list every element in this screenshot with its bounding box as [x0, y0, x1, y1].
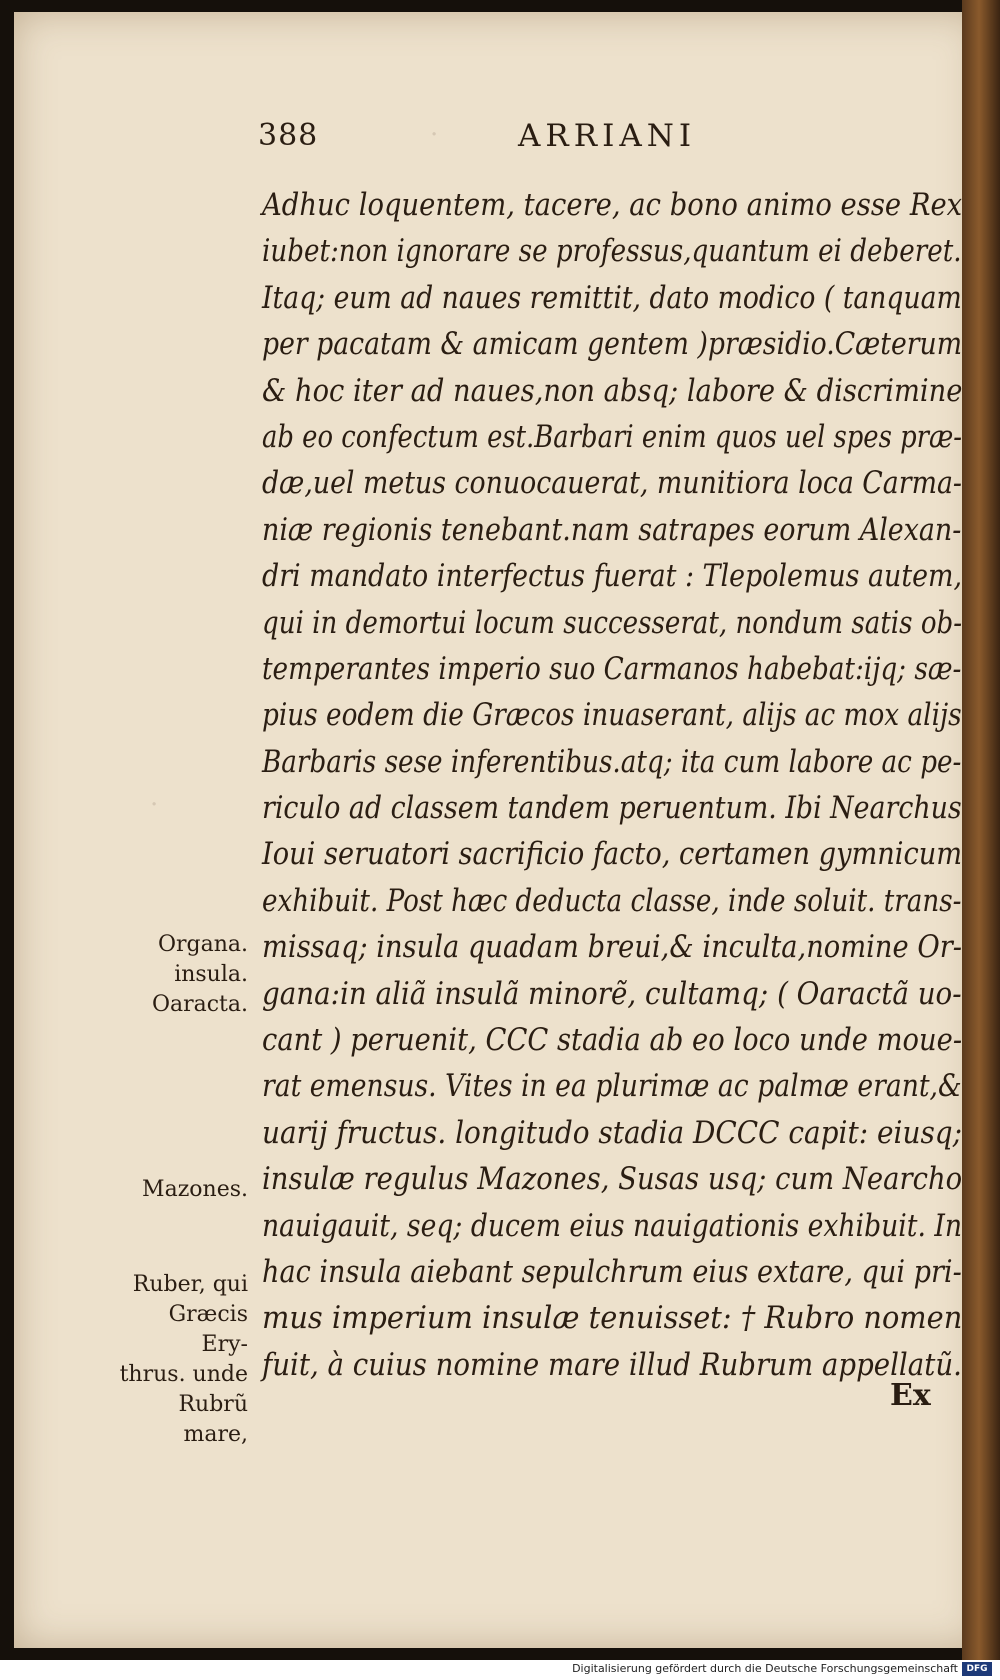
marginal-line: Græcis Ery- — [168, 1302, 248, 1357]
text-line: Barbaris sese inferentibus.atq; ita cum labore ac pe- — [262, 743, 962, 780]
text-line: ab eo confectum est.Barbari enim quos uel spes præ- — [262, 418, 963, 455]
running-head: ARRIANI — [518, 118, 697, 154]
marginal-line: Rubrũ mare, — [178, 1392, 248, 1447]
funding-credit: Digitalisierung gefördert durch die Deutsche Forschungsgemeinschaft — [572, 1662, 958, 1675]
text-line: qui in demortui locum successerat, nondum satis ob- — [262, 604, 963, 641]
footer-bar — [0, 1660, 1000, 1680]
page-number: 388 — [258, 118, 319, 153]
book-edge — [962, 0, 1000, 1660]
text-line: missaq; insula quadam breui,& inculta,nomine Or- — [262, 929, 962, 966]
text-line: fuit, à cuius nomine mare illud Rubrum appellatũ. — [262, 1346, 962, 1383]
marginal-note-mazones — [118, 1175, 248, 1205]
text-line: per pacatam & amicam gentem )præsidio.Cæterum — [262, 326, 963, 363]
marginal-line: Organa. — [157, 932, 248, 957]
text-line: temperantes imperio suo Carmanos habebat:ijq; sæ- — [262, 650, 962, 687]
show-through-mark: · — [430, 120, 439, 150]
text-line: rat emensus. Vites in ea plurimæ ac palmæ erant,& — [262, 1068, 962, 1105]
page-header — [258, 118, 958, 158]
text-line: cant ) peruenit, CCC stadia ab eo loco unde moue- — [262, 1022, 963, 1059]
text-line: Adhuc loquentem, tacere, ac bono animo esse Rex — [262, 187, 963, 223]
body-text — [262, 182, 962, 1388]
marginal-line: insula. — [174, 962, 248, 987]
marginal-line: Ruber, qui — [132, 1272, 248, 1297]
text-line: pius eodem die Græcos inuaserant, alijs ac mox alijs — [262, 697, 962, 734]
marginal-line: Mazones. — [142, 1177, 248, 1202]
text-line: gana:in aliã insulã minorẽ, cultamq; ( Oaractã uo- — [262, 975, 962, 1012]
marginal-note-ruber — [118, 1270, 248, 1450]
text-line: riculo ad classem tandem peruentum. Ibi Nearchus — [262, 790, 962, 827]
text-line: mus imperium insulæ tenuisset: † Rubro nomen — [262, 1300, 963, 1337]
dfg-logo: DFG — [962, 1662, 992, 1676]
text-line: iubet:non ignorare se professus,quantum ei deberet. — [262, 233, 962, 270]
text-line: dæ,uel metus conuocauerat, munitiora loca Carma- — [262, 465, 962, 502]
show-through-mark: · — [150, 790, 159, 820]
text-line: Ioui seruatori sacrificio facto, certamen gymnicum — [262, 836, 963, 873]
catchword: Ex — [890, 1378, 931, 1413]
text-line: uarij fructus. longitudo stadia DCCC capit: eiusq; — [262, 1114, 963, 1151]
text-line: Itaq; eum ad naues remittit, dato modico ( tanquam — [262, 279, 962, 316]
text-line: insulæ regulus Mazones, Susas usq; cum Nearcho — [262, 1161, 963, 1198]
marginal-line: thrus. unde — [119, 1362, 248, 1387]
text-line: hac insula aiebant sepulchrum eius extare, qui pri- — [262, 1253, 962, 1290]
marginal-note-organa — [118, 930, 248, 1020]
marginal-line: Oaracta. — [151, 992, 248, 1017]
text-line: exhibuit. Post hæc deducta classe, inde soluit. trans- — [262, 882, 962, 919]
text-line: niæ regionis tenebant.nam satrapes eorum Alexan- — [262, 511, 962, 548]
text-line: nauigauit, seq; ducem eius nauigationis exhibuit. In — [262, 1207, 963, 1244]
text-line: dri mandato interfectus fuerat : Tlepolemus autem, — [262, 558, 963, 595]
text-line: & hoc iter ad naues,non absq; labore & discrimine — [262, 372, 963, 409]
